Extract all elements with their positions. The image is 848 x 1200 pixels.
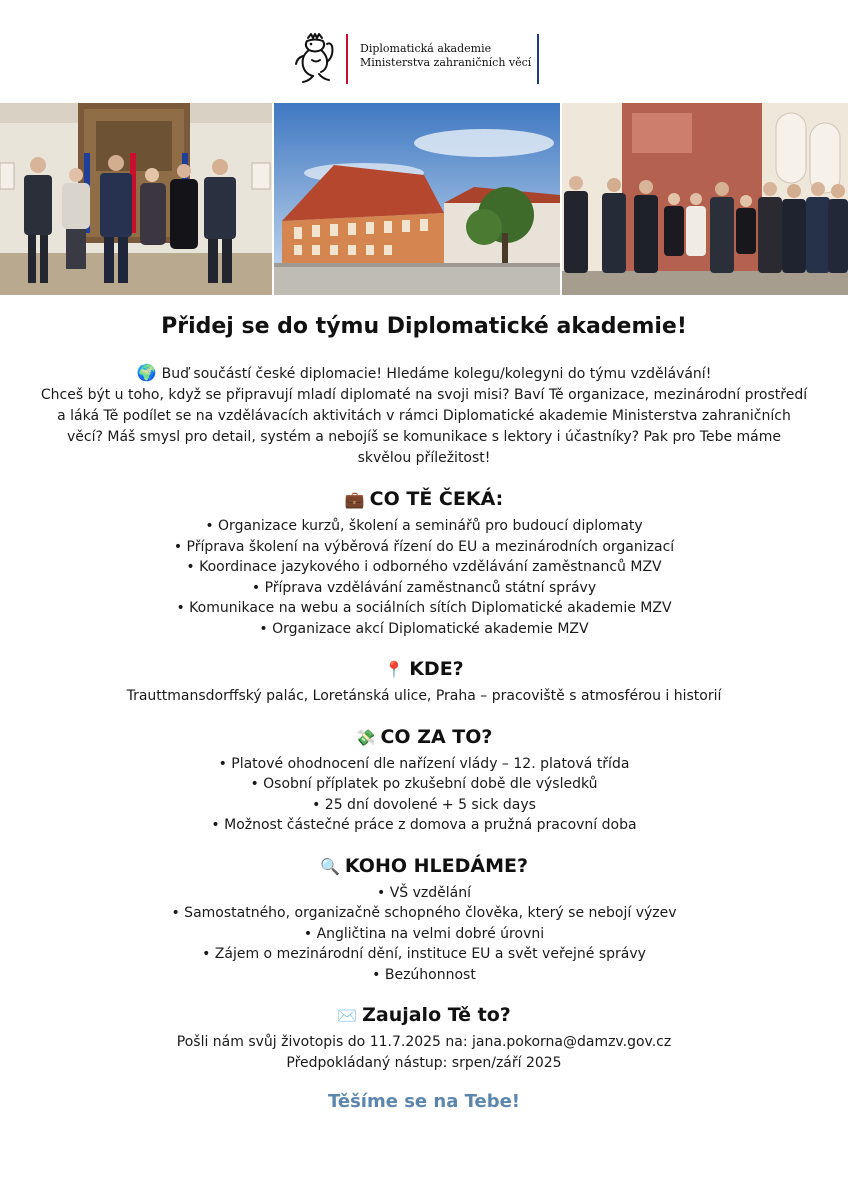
- list-item: • Komunikace na webu a sociálních sítích Diplomatické akademie MZV: [176, 600, 672, 616]
- section-heading-offer: [40, 723, 808, 752]
- logo-text: [360, 42, 531, 70]
- section-heading-offer-text: CO ZA TO?: [380, 725, 493, 748]
- briefcase-icon: 💼: [344, 490, 365, 509]
- intro-text: [40, 362, 808, 469]
- section-heading-where-text: KDE?: [409, 658, 464, 680]
- location-text: Trauttmansdorffský palác, Loretánská ulice, Praha – pracoviště s atmosférou i historií: [126, 688, 722, 704]
- list-item: • VŠ vzdělání: [377, 884, 471, 901]
- list-item: • Příprava školení na výběrová řízení do EU a mezinárodních organizací: [173, 538, 675, 555]
- list-item: • Samostatného, organizačně schopného člověka, který se nebojí výzev: [171, 905, 677, 921]
- section-heading-who: [40, 852, 808, 881]
- list-item: • Zájem o mezinárodní dění, instituce EU a svět veřejné správy: [202, 946, 646, 962]
- list-item: • Možnost částečné práce z domova a pružná pracovní doba: [211, 817, 637, 833]
- logo-line1: Diplomatická akademie: [360, 42, 492, 55]
- list-who: [40, 883, 808, 986]
- envelope-icon: ✉️: [337, 1006, 358, 1025]
- photo-group-ceremony: [0, 103, 272, 295]
- globe-icon: 🌍: [136, 363, 157, 382]
- czech-lion-emblem-icon: [294, 32, 336, 84]
- logo-line2: Ministerstva zahraničních věcí: [360, 56, 532, 69]
- contact-line: Pošli nám svůj životopis do 11.7.2025 na: jana.pokorna@damzv.gov.cz: [176, 1034, 672, 1050]
- logo-divider-red: [346, 34, 348, 84]
- list-what: [40, 516, 808, 639]
- logo: [0, 30, 848, 86]
- magnifier-icon: 🔍: [320, 856, 340, 876]
- list-item: • Organizace akcí Diplomatické akademie MZV: [259, 620, 589, 637]
- section-heading-what-text: CO TĚ ČEKÁ:: [369, 488, 504, 510]
- list-item: • Příprava vzdělávání zaměstnanců státní správy: [251, 579, 597, 596]
- list-item: • 25 dní dovolené + 5 sick days: [312, 796, 536, 813]
- list-item: • Osobní příplatek po zkušební době dle výsledků: [250, 776, 598, 792]
- photo-group-interior: [562, 103, 848, 295]
- job-posting: [40, 312, 808, 1112]
- intro-line1-text: Buď součástí české diplomacie! Hledáme kolegu/kolegyni do týmu vzdělávání!: [161, 366, 712, 382]
- money-icon: 💸: [355, 727, 376, 747]
- list-item: • Organizace kurzů, školení a seminářů pro budoucí diplomaty: [205, 518, 643, 534]
- page-title: Přidej se do týmu Diplomatické akademie!: [161, 314, 687, 339]
- section-heading-who-text: KOHO HLEDÁME?: [344, 854, 528, 877]
- logo-divider-blue: [537, 34, 539, 84]
- list-item: • Koordinace jazykového i odborného vzdělávání zaměstnanců MZV: [186, 559, 662, 575]
- section-heading-where: [40, 655, 808, 684]
- list-item: • Bezúhonnost: [372, 966, 476, 983]
- photo-strip: [0, 103, 848, 295]
- list-item: • Platové ohodnocení dle nařízení vlády – 12. platová třída: [218, 755, 630, 772]
- photo-academy-building: [274, 103, 560, 295]
- section-heading-contact-text: Zaujalo Tě to?: [362, 1004, 511, 1026]
- map-pin-icon: 📍: [384, 660, 405, 679]
- list-item: • Angličtina na velmi dobré úrovni: [303, 925, 545, 942]
- intro-line2: Chceš být u toho, když se připravují mladí diplomaté na svoji misi? Baví Tě organizace, mezinárodní prostředí a láká Tě podílet se na vzdělávacích aktivitách v rámci Diplomatické akademie Ministerstva zahraničních věcí? Máš smysl pro detail, systém a nebojíš se komunikace s lektory i účastníky? Pak pro Tebe máme skvělou příležitost!: [40, 387, 808, 466]
- start-date-line: Předpokládaný nástup: srpen/září 2025: [286, 1054, 562, 1071]
- intro-line1: [40, 362, 808, 385]
- section-heading-what: [40, 485, 808, 514]
- list-offer: [40, 754, 808, 836]
- closing-text: Těšíme se na Tebe!: [327, 1091, 521, 1112]
- section-heading-contact: [40, 1001, 808, 1030]
